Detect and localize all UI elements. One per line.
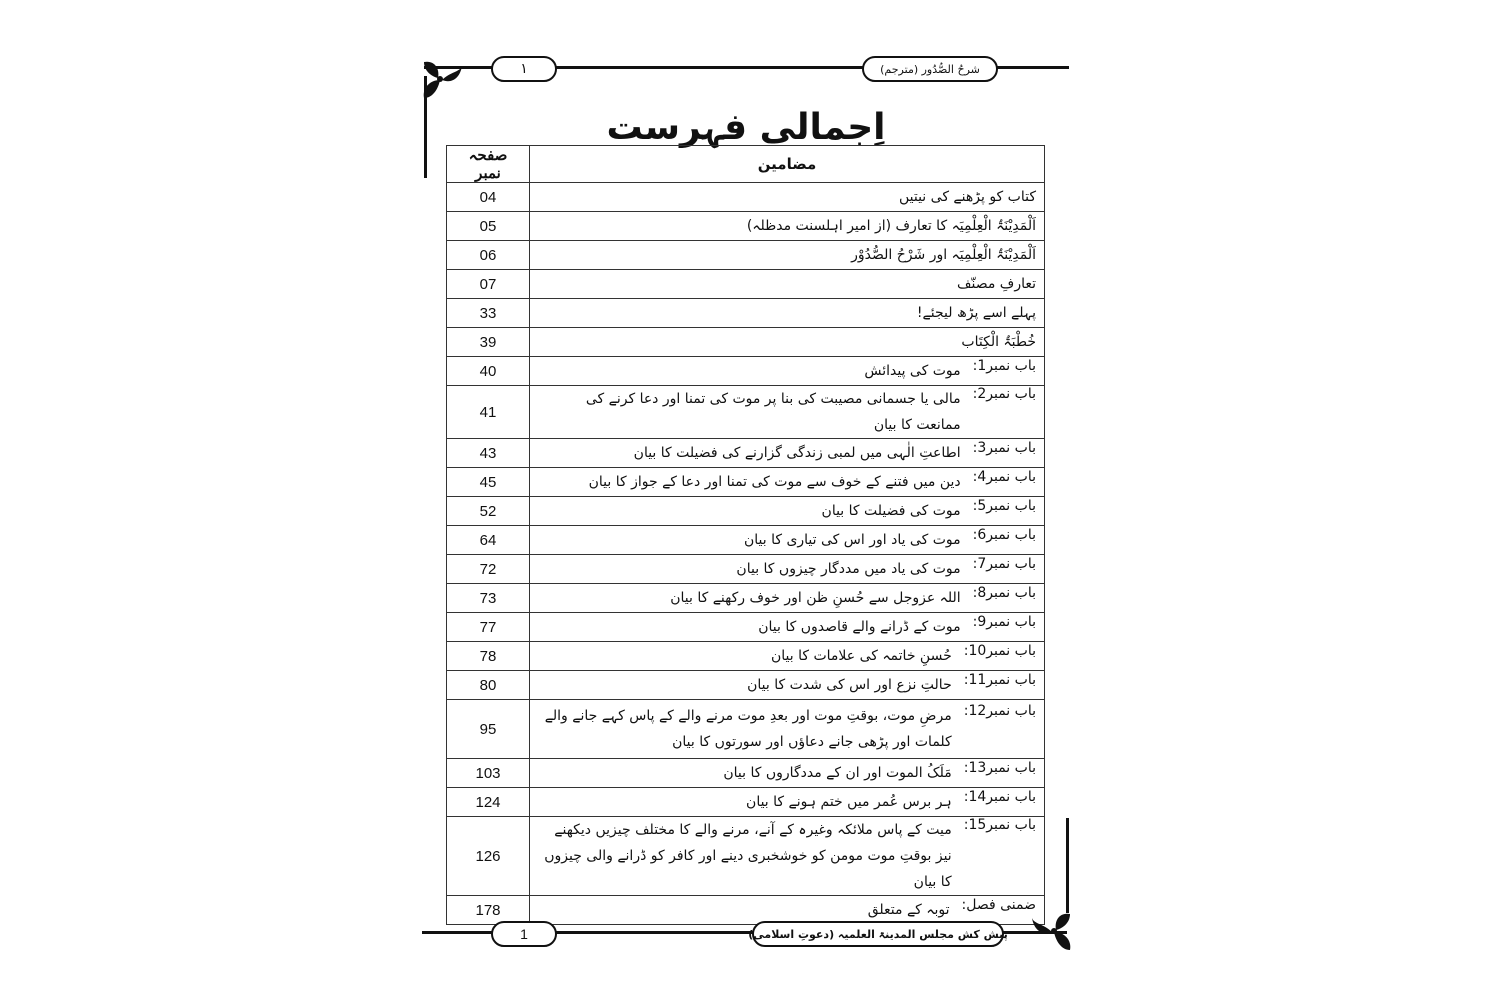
chapter-title: دین میں فتنے کے خوف سے موت کی تمنا اور دعا کے جواز کا بیان xyxy=(588,474,961,490)
page-number-cell: 33 xyxy=(447,299,530,328)
chapter-label: باب نمبر13: xyxy=(963,760,1036,776)
table-header-row xyxy=(447,146,1045,183)
topic-content xyxy=(538,358,1036,384)
chapter-label: باب نمبر9: xyxy=(972,614,1036,630)
topic-content xyxy=(538,703,1036,755)
topic-content xyxy=(538,300,1036,326)
table-row xyxy=(447,468,1045,497)
topic-cell xyxy=(530,270,1045,299)
chapter-label: باب نمبر6: xyxy=(972,527,1036,543)
chapter-label: باب نمبر10: xyxy=(963,643,1036,659)
chapter-title: موت کی فضیلت کا بیان xyxy=(821,503,961,519)
topic-content xyxy=(538,498,1036,524)
chapter-label: باب نمبر14: xyxy=(963,789,1036,805)
floral-corner-icon xyxy=(420,58,464,102)
chapter-title: خُطْبَۃُ الْکِتَاب xyxy=(961,334,1036,350)
page-number-cell: 07 xyxy=(447,270,530,299)
page-number-cell: 77 xyxy=(447,613,530,642)
page-number-cell: 95 xyxy=(447,700,530,759)
page-title: اِجمالی فہرست xyxy=(606,107,886,148)
topic-cell xyxy=(530,526,1045,555)
chapter-title: پہلے اسے پڑھ لیجئے! xyxy=(916,305,1036,321)
topic-content xyxy=(538,184,1036,210)
chapter-title: اَلْمَدِیْنَۃُ الْعِلْمِیَہ اور شَرْحُ الصُّدُوْر xyxy=(851,247,1036,263)
chapter-title: اَلْمَدِیْنَۃُ الْعِلْمِیَہ کا تعارف (از امیر اہلسنت مدظلہ) xyxy=(746,218,1036,234)
topic-content xyxy=(538,556,1036,582)
chapter-title: حالتِ نزع اور اس کی شدت کا بیان xyxy=(747,677,952,693)
floral-corner-icon xyxy=(1030,910,1074,954)
topic-cell xyxy=(530,613,1045,642)
chapter-label: ضمنی فصل: xyxy=(961,897,1036,913)
footer-page-number: 1 xyxy=(491,921,557,947)
page-number-cell: 178 xyxy=(447,896,530,925)
page-number-cell: 05 xyxy=(447,212,530,241)
topic-cell xyxy=(530,759,1045,788)
table-row xyxy=(447,584,1045,613)
table-row xyxy=(447,357,1045,386)
topic-content xyxy=(538,789,1036,815)
page-number-cell: 06 xyxy=(447,241,530,270)
page-number-cell: 72 xyxy=(447,555,530,584)
topic-content xyxy=(538,527,1036,553)
page-number-cell: 80 xyxy=(447,671,530,700)
topic-cell xyxy=(530,386,1045,439)
chapter-title: موت کی یاد میں مددگار چیزوں کا بیان xyxy=(736,561,961,577)
table-row xyxy=(447,270,1045,299)
page-number-cell: 40 xyxy=(447,357,530,386)
table-row xyxy=(447,299,1045,328)
page-number-cell: 39 xyxy=(447,328,530,357)
page-number-cell: 78 xyxy=(447,642,530,671)
chapter-title: ہر برس عُمر میں ختم ہونے کا بیان xyxy=(746,794,952,810)
page-number-cell: 41 xyxy=(447,386,530,439)
chapter-title: حُسنِ خاتمہ کی علامات کا بیان xyxy=(770,648,952,664)
column-header-page: صفحہ نمبر xyxy=(447,146,530,183)
chapter-title: اطاعتِ الٰہی میں لمبی زندگی گزارنے کی فضیلت کا بیان xyxy=(633,445,961,461)
chapter-label: باب نمبر2: xyxy=(972,386,1036,402)
topic-cell xyxy=(530,584,1045,613)
chapter-title: مَلَکُ الموت اور ان کے مددگاروں کا بیان xyxy=(723,765,952,781)
chapter-label: باب نمبر5: xyxy=(972,498,1036,514)
table-row xyxy=(447,671,1045,700)
topic-content xyxy=(538,614,1036,640)
chapter-label: باب نمبر1: xyxy=(972,358,1036,374)
table-row xyxy=(447,328,1045,357)
topic-content xyxy=(538,643,1036,669)
topic-cell xyxy=(530,555,1045,584)
chapter-label: باب نمبر3: xyxy=(972,440,1036,456)
table-row xyxy=(447,613,1045,642)
topic-content xyxy=(538,672,1036,698)
page-number-cell: 43 xyxy=(447,439,530,468)
table-row xyxy=(447,555,1045,584)
topic-cell xyxy=(530,241,1045,270)
chapter-title: توبہ کے متعلق xyxy=(867,902,950,918)
topic-cell xyxy=(530,299,1045,328)
chapter-label: باب نمبر15: xyxy=(963,817,1036,833)
topic-cell xyxy=(530,497,1045,526)
table-row xyxy=(447,241,1045,270)
page-number-cell: 126 xyxy=(447,817,530,896)
chapter-title: میت کے پاس ملائکہ وغیرہ کے آنے، مرنے والے کا مختلف چیزیں دیکھنے نیز بوقتِ موت مومن کو خوشخبری دینے اور کافر کو ڈرانے والی چیزوں کا بیان xyxy=(544,822,952,890)
table-row xyxy=(447,817,1045,896)
topic-content xyxy=(538,817,1036,895)
topic-content xyxy=(538,213,1036,239)
header-page-number: ١ xyxy=(491,56,557,82)
footer-presenter: پیش کش مجلس المدینۃ العلمیہ (دعوتِ اسلامی) xyxy=(752,921,1004,947)
chapter-title: مرضِ موت، بوقتِ موت اور بعدِ موت مرنے والے کے پاس کہے جانے والے کلمات اور پڑھی جانے دعاؤں اور سورتوں کا بیان xyxy=(544,708,952,750)
chapter-title: کتاب کو پڑھنے کی نیتیں xyxy=(898,189,1036,205)
topic-cell xyxy=(530,642,1045,671)
topic-cell xyxy=(530,357,1045,386)
chapter-title: مالی یا جسمانی مصیبت کی بنا پر موت کی تمنا اور دعا کرنے کی ممانعت کا بیان xyxy=(585,391,961,433)
chapter-label: باب نمبر8: xyxy=(972,585,1036,601)
chapter-title: موت کی پیدائش xyxy=(864,363,961,379)
page-number-cell: 45 xyxy=(447,468,530,497)
topic-cell xyxy=(530,788,1045,817)
table-row xyxy=(447,526,1045,555)
topic-content xyxy=(538,242,1036,268)
chapter-label: باب نمبر12: xyxy=(963,703,1036,719)
page-number-cell: 124 xyxy=(447,788,530,817)
chapter-title: موت کے ڈرانے والے قاصدوں کا بیان xyxy=(758,619,961,635)
contents-table-body xyxy=(447,183,1045,925)
table-row xyxy=(447,386,1045,439)
table-row xyxy=(447,212,1045,241)
topic-cell xyxy=(530,700,1045,759)
column-header-topics: مضامین xyxy=(530,146,1045,183)
chapter-label: باب نمبر4: xyxy=(972,469,1036,485)
chapter-title: تعارفِ مصنّف xyxy=(957,276,1036,292)
chapter-title: اللہ عزوجل سے حُسنِ ظن اور خوف رکھنے کا بیان xyxy=(670,590,961,606)
topic-content xyxy=(538,440,1036,466)
topic-cell xyxy=(530,468,1045,497)
right-border-rule xyxy=(1066,818,1069,913)
topic-cell xyxy=(530,439,1045,468)
topic-content xyxy=(538,897,1036,923)
topic-cell xyxy=(530,671,1045,700)
topic-cell xyxy=(530,328,1045,357)
topic-cell xyxy=(530,212,1045,241)
topic-content xyxy=(538,386,1036,438)
page-number-cell: 04 xyxy=(447,183,530,212)
topic-content xyxy=(538,271,1036,297)
table-row xyxy=(447,788,1045,817)
topic-content xyxy=(538,760,1036,786)
topic-cell xyxy=(530,817,1045,896)
table-row xyxy=(447,642,1045,671)
table-row xyxy=(447,759,1045,788)
page-number-cell: 73 xyxy=(447,584,530,613)
chapter-title: موت کی یاد اور اس کی تیاری کا بیان xyxy=(743,532,961,548)
contents-table xyxy=(446,145,1045,925)
page-number-cell: 103 xyxy=(447,759,530,788)
chapter-label: باب نمبر7: xyxy=(972,556,1036,572)
page-number-cell: 52 xyxy=(447,497,530,526)
table-row xyxy=(447,439,1045,468)
page-number-cell: 64 xyxy=(447,526,530,555)
table-row xyxy=(447,183,1045,212)
topic-content xyxy=(538,469,1036,495)
topic-content xyxy=(538,329,1036,355)
table-row xyxy=(447,700,1045,759)
chapter-label: باب نمبر11: xyxy=(963,672,1036,688)
header-book-title: شرحُ الصُّدُور (مترجم) xyxy=(862,56,998,82)
topic-content xyxy=(538,585,1036,611)
topic-cell xyxy=(530,183,1045,212)
table-row xyxy=(447,497,1045,526)
